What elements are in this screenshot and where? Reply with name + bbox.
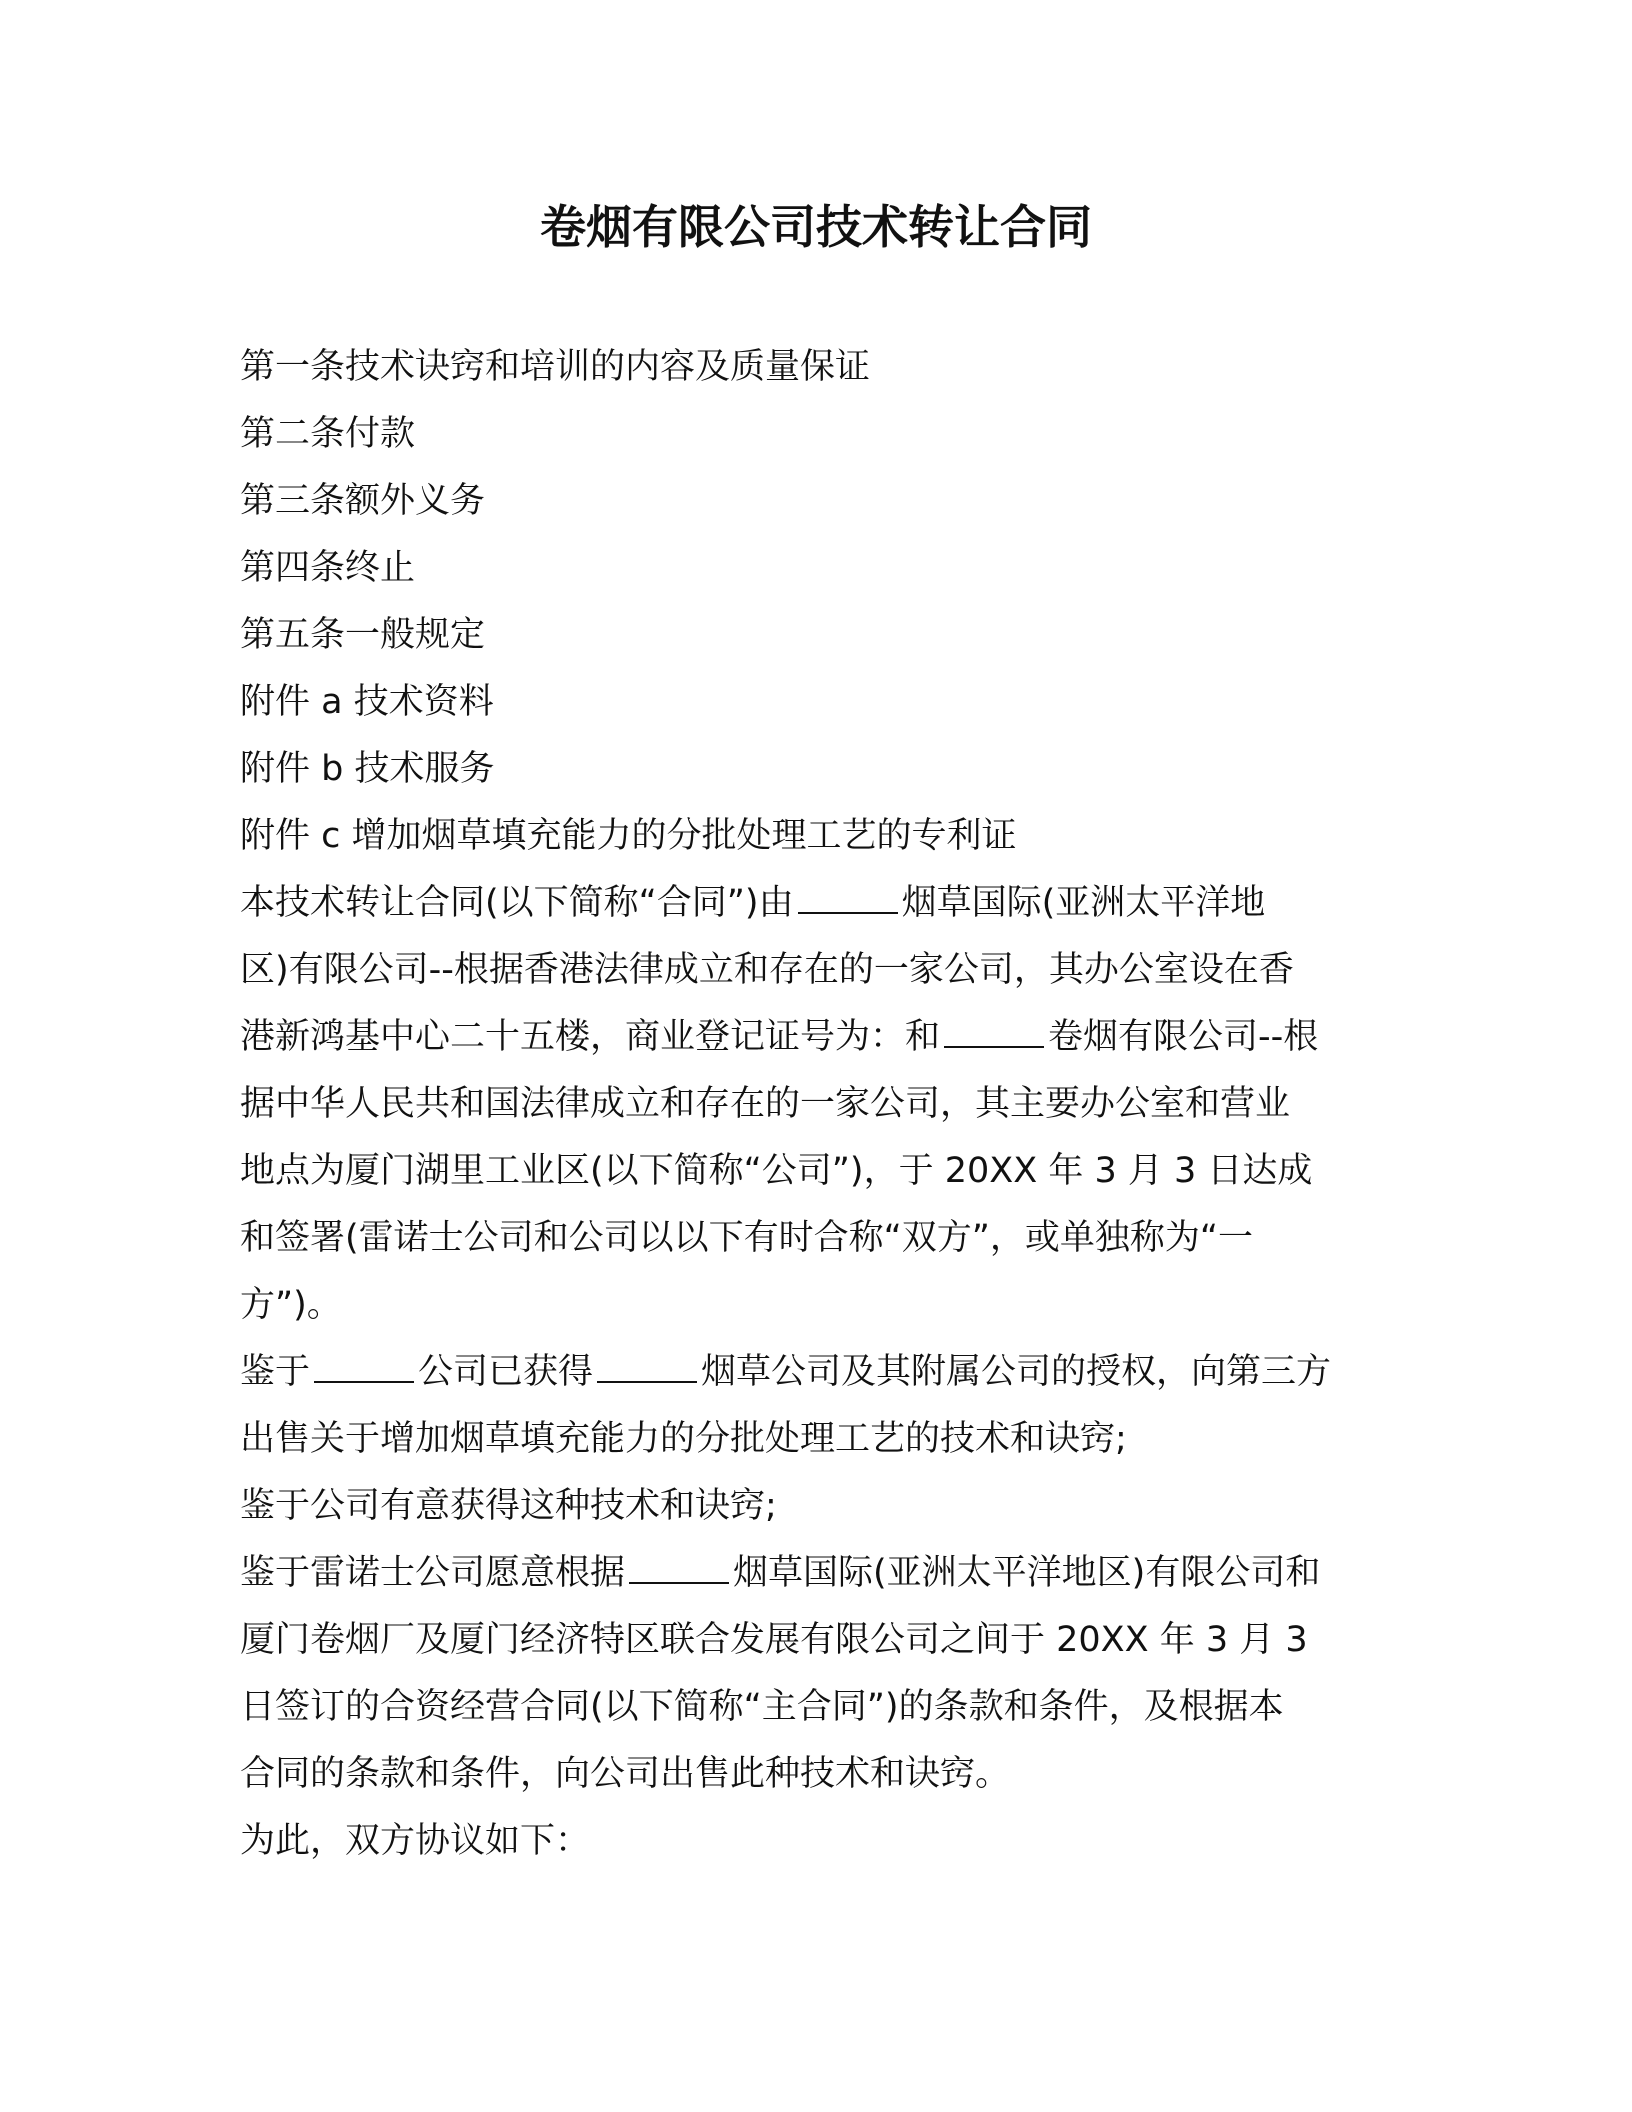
preamble-text: 港新鸿基中心二十五楼，商业登记证号为：和 bbox=[240, 1017, 941, 1057]
whereas-text: 鉴于 bbox=[240, 1352, 311, 1392]
whereas-text: 烟草公司及其附属公司的授权，向第三方 bbox=[701, 1352, 1332, 1392]
document-body bbox=[240, 334, 1380, 1875]
toc-item-annex-c: 附件 c 增加烟草填充能力的分批处理工艺的专利证 bbox=[240, 816, 1017, 856]
whereas-paragraph-1 bbox=[240, 1339, 1380, 1473]
blank-line bbox=[629, 1542, 729, 1584]
blank-line bbox=[314, 1341, 414, 1383]
whereas-line bbox=[240, 1540, 1380, 1607]
whereas-line bbox=[240, 1339, 1380, 1406]
whereas-text: 公司已获得 bbox=[418, 1352, 594, 1392]
toc-item-annex-a: 附件 a 技术资料 bbox=[240, 682, 494, 722]
whereas-line: 日签订的合资经营合同(以下简称“主合同”)的条款和条件，及根据本 bbox=[240, 1687, 1284, 1727]
blank-line bbox=[798, 872, 898, 914]
document-title: 卷烟有限公司技术转让合同 bbox=[540, 200, 1092, 254]
toc-item-article-4: 第四条终止 bbox=[240, 548, 416, 588]
toc-item-article-1: 第一条技术诀窍和培训的内容及质量保证 bbox=[240, 347, 871, 387]
agreement-intro: 为此，双方协议如下： bbox=[240, 1821, 591, 1861]
whereas-line: 厦门卷烟厂及厦门经济特区联合发展有限公司之间于 20XX 年 3 月 3 bbox=[240, 1620, 1308, 1660]
preamble-line: 方”)。 bbox=[240, 1285, 342, 1325]
whereas-paragraph-3 bbox=[240, 1540, 1380, 1808]
table-of-contents bbox=[240, 334, 1380, 870]
whereas-line: 出售关于增加烟草填充能力的分批处理工艺的技术和诀窍; bbox=[240, 1419, 1127, 1459]
whereas-paragraph-2: 鉴于公司有意获得这种技术和诀窍; bbox=[240, 1486, 777, 1526]
toc-item-article-5: 第五条一般规定 bbox=[240, 615, 486, 655]
toc-item-annex-b: 附件 b 技术服务 bbox=[240, 749, 495, 789]
whereas-line: 合同的条款和条件，向公司出售此种技术和诀窍。 bbox=[240, 1754, 1011, 1794]
whereas-text: 烟草国际(亚洲太平洋地区)有限公司和 bbox=[733, 1553, 1321, 1593]
preamble-text: 卷烟有限公司--根 bbox=[1048, 1017, 1319, 1057]
preamble-text: 本技术转让合同(以下简称“合同”)由 bbox=[240, 883, 794, 923]
blank-line bbox=[944, 1006, 1044, 1048]
blank-line bbox=[597, 1341, 697, 1383]
preamble-line bbox=[240, 1004, 1380, 1071]
preamble-line: 据中华人民共和国法律成立和存在的一家公司，其主要办公室和营业 bbox=[240, 1084, 1291, 1124]
toc-item-article-2: 第二条付款 bbox=[240, 414, 416, 454]
preamble-paragraph bbox=[240, 870, 1380, 1339]
preamble-text: 烟草国际(亚洲太平洋地 bbox=[901, 883, 1266, 923]
preamble-line: 区)有限公司--根据香港法律成立和存在的一家公司，其办公室设在香 bbox=[240, 950, 1294, 990]
preamble-line bbox=[240, 870, 1380, 937]
preamble-line: 和签署(雷诺士公司和公司以以下有时合称“双方”，或单独称为“一 bbox=[240, 1218, 1254, 1258]
whereas-text: 鉴于雷诺士公司愿意根据 bbox=[240, 1553, 626, 1593]
preamble-line: 地点为厦门湖里工业区(以下简称“公司”)，于 20XX 年 3 月 3 日达成 bbox=[240, 1151, 1313, 1191]
toc-item-article-3: 第三条额外义务 bbox=[240, 481, 486, 521]
